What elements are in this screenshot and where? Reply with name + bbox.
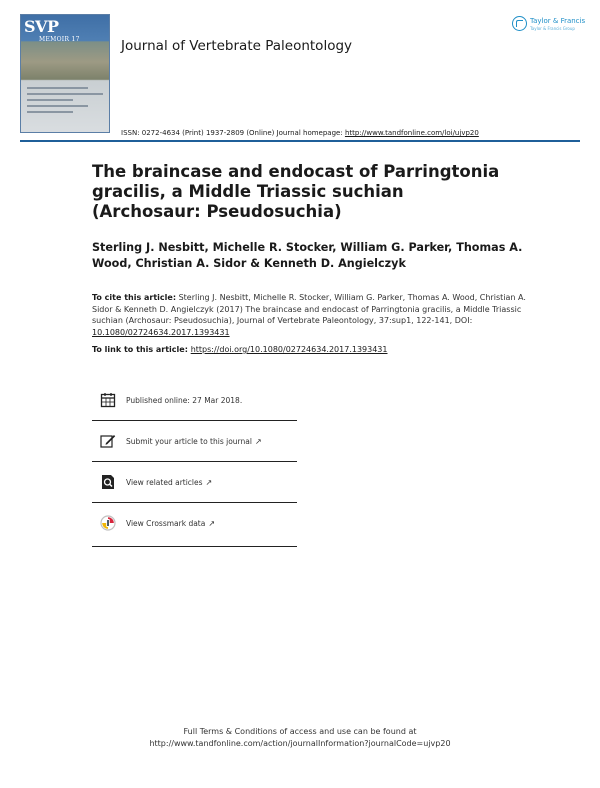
citation-doi-link[interactable]: 10.1080/02724634.2017.1393431 — [92, 327, 230, 337]
info-divider — [92, 420, 297, 421]
published-date: Published online: 27 Mar 2018. — [126, 395, 243, 405]
external-link-icon: ↗ — [254, 436, 262, 446]
citation-block — [92, 292, 537, 338]
info-divider — [92, 502, 297, 503]
header-divider — [20, 140, 580, 142]
article-doi-link[interactable]: https://doi.org/10.1080/02724634.2017.1393431 — [190, 345, 388, 354]
article-link-line — [92, 345, 388, 354]
cover-logo: SVP — [24, 17, 59, 36]
external-link-icon: ↗ — [208, 518, 216, 528]
cover-memoir-label: MEMOIR 17 — [39, 36, 80, 43]
submit-article-link[interactable]: Submit your article to this journal — [126, 436, 252, 446]
footer-terms-link[interactable]: http://www.tandfonline.com/action/journalInformation?journalCode=ujvp20 — [149, 739, 451, 748]
submit-article-row[interactable] — [100, 433, 262, 449]
article-authors: Sterling J. Nesbitt, Michelle R. Stocker, William G. Parker, Thomas A. Wood, Christian A. Sidor & Kenneth D. Angielczyk — [92, 241, 523, 270]
journal-cover-image — [20, 14, 110, 133]
journal-title: Journal of Vertebrate Paleontology — [121, 38, 353, 54]
crossmark-link[interactable]: View Crossmark data — [126, 518, 206, 528]
article-title: The braincase and endocast of Parringtonia gracilis, a Middle Triassic suchian (Archosaur: Pseudosuchia) — [92, 162, 500, 221]
journal-homepage-link[interactable]: http://www.tandfonline.com/loi/ujvp20 — [344, 129, 479, 137]
crossmark-icon — [100, 515, 116, 531]
calendar-icon — [100, 392, 116, 408]
citation-label: To cite this article: — [92, 293, 177, 302]
info-divider — [92, 546, 297, 547]
article-link-label: To link to this article: — [92, 345, 191, 354]
publisher-logo-brand: Taylor & Francis — [530, 16, 586, 25]
document-search-icon — [100, 474, 116, 490]
related-articles-row[interactable] — [100, 474, 212, 490]
cover-text-lines — [27, 87, 103, 117]
footer-terms-text: Full Terms & Conditions of access and use can be found at — [183, 727, 417, 736]
publisher-logo-icon — [512, 16, 527, 31]
crossmark-row[interactable] — [100, 515, 215, 531]
issn-text: ISSN: 0272-4634 (Print) 1937-2809 (Online) Journal homepage: — [121, 129, 345, 137]
external-link-icon: ↗ — [205, 477, 213, 487]
published-row — [100, 392, 242, 408]
related-articles-link[interactable]: View related articles — [126, 477, 203, 487]
publisher-logo — [512, 16, 585, 31]
citation-text: Sterling J. Nesbitt, Michelle R. Stocker, William G. Parker, Thomas A. Wood, Christian A. Sidor & Kenneth D. Angielczyk (2017) The braincase and endocast of Parringtonia gracilis, a Middle Triassic suchian (Archosaur: Pseudosuchia), Journal of Vertebrate Paleontology, 37:sup1, 122-141, DOI: — [92, 293, 526, 325]
edit-icon — [100, 433, 116, 449]
info-divider — [92, 461, 297, 462]
terms-footer — [0, 726, 600, 750]
publisher-logo-sub: Taylor & Francis Group — [530, 25, 575, 31]
issn-line — [121, 129, 479, 137]
